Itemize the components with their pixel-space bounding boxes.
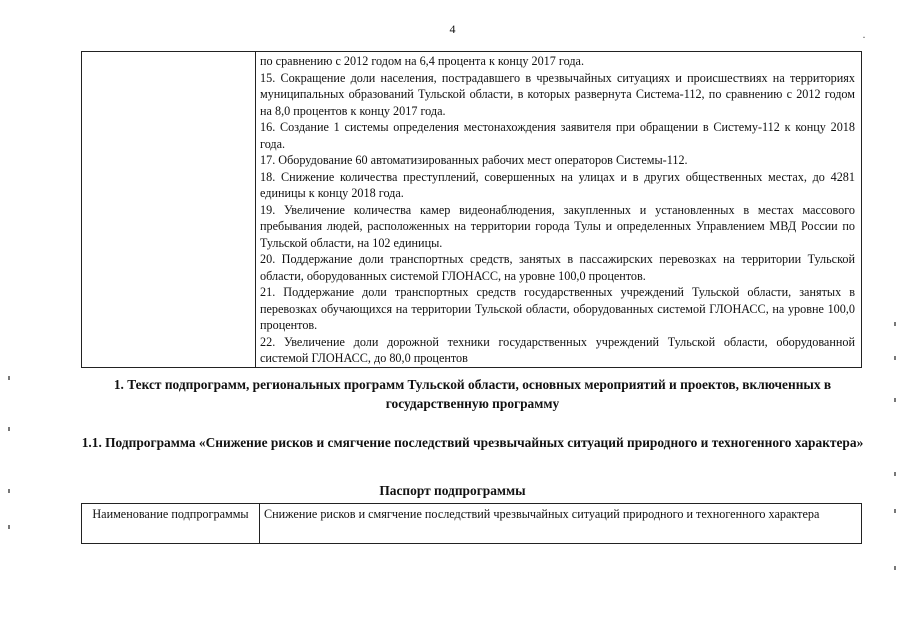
indicators-table bbox=[81, 51, 862, 368]
indicator-item: 18. Снижение количества преступлений, совершенных на улицах и в других общественных местах, до 4281 единицы к концу 2018 года. bbox=[260, 169, 855, 200]
indicator-item: 17. Оборудование 60 автоматизированных рабочих мест операторов Системы-112. bbox=[260, 153, 688, 167]
scan-edge-mark bbox=[894, 509, 896, 513]
indicators-value-cell bbox=[256, 52, 862, 368]
scan-edge-mark bbox=[894, 322, 896, 326]
section-heading: 1. Текст подпрограмм, региональных программ Тульской области, основных мероприятий и проектов, включенных в государственную программу bbox=[113, 377, 832, 411]
passport-value: Снижение рисков и смягчение последствий чрезвычайных ситуаций природного и техногенного характера bbox=[260, 504, 862, 544]
indicator-item: 15. Сокращение доли населения, пострадавшего в чрезвычайных ситуациях и происшествиях на территориях муниципальных образований Тульской области, в которых развернута Система-112, по сравнению с 2012 годом на 8,0 процентов к концу 2017 года. bbox=[260, 70, 855, 118]
indicator-item: 20. Поддержание доли транспортных средств, занятых в пассажирских перевозках на территории Тульской области, оборудованных системой ГЛОНАСС, на уровне 100,0 процентов. bbox=[260, 252, 855, 283]
indicator-item: по сравнению с 2012 годом на 6,4 процента к концу 2017 года. bbox=[260, 54, 585, 68]
scan-edge-mark bbox=[8, 376, 10, 380]
scan-edge-mark bbox=[8, 525, 10, 529]
scan-corner-mark: · bbox=[862, 30, 866, 44]
passport-table bbox=[81, 503, 862, 544]
indicator-item: 22. Увеличение доли дорожной техники государственных учреждений Тульской области, оборудованной системой ГЛОНАСС, до 80,0 процентов bbox=[260, 334, 855, 365]
passport-row bbox=[82, 504, 862, 544]
indicator-item: 16. Создание 1 системы определения местонахождения заявителя при обращении в Систему-112 к концу 2018 года. bbox=[260, 120, 855, 151]
indicators-label-cell bbox=[82, 52, 256, 368]
subsection-heading: 1.1. Подпрограмма «Снижение рисков и смягчение последствий чрезвычайных ситуаций природного и техногенного характера» bbox=[81, 435, 864, 450]
scan-edge-mark bbox=[894, 566, 896, 570]
scan-edge-mark bbox=[894, 398, 896, 402]
indicator-item: 19. Увеличение количества камер видеонаблюдения, закупленных и установленных в местах массового пребывания людей, расположенных на территории города Тулы и определенных Управлением МВД России по Тульской области, на 102 единицы. bbox=[260, 202, 855, 250]
indicator-item: 21. Поддержание доли транспортных средств государственных учреждений Тульской области, занятых в перевозках обучающихся на территории Тульской области, оборудованных системой ГЛОНАСС, на уровне 100,0 процентов. bbox=[260, 285, 855, 332]
page-number: 4 bbox=[449, 22, 456, 36]
scan-edge-mark bbox=[894, 356, 896, 360]
passport-title: Паспорт подпрограммы bbox=[379, 483, 526, 498]
scan-edge-mark bbox=[894, 472, 896, 476]
scan-edge-mark bbox=[8, 427, 10, 431]
passport-label: Наименование подпрограммы bbox=[82, 504, 260, 544]
indicators-table-row bbox=[82, 52, 862, 368]
